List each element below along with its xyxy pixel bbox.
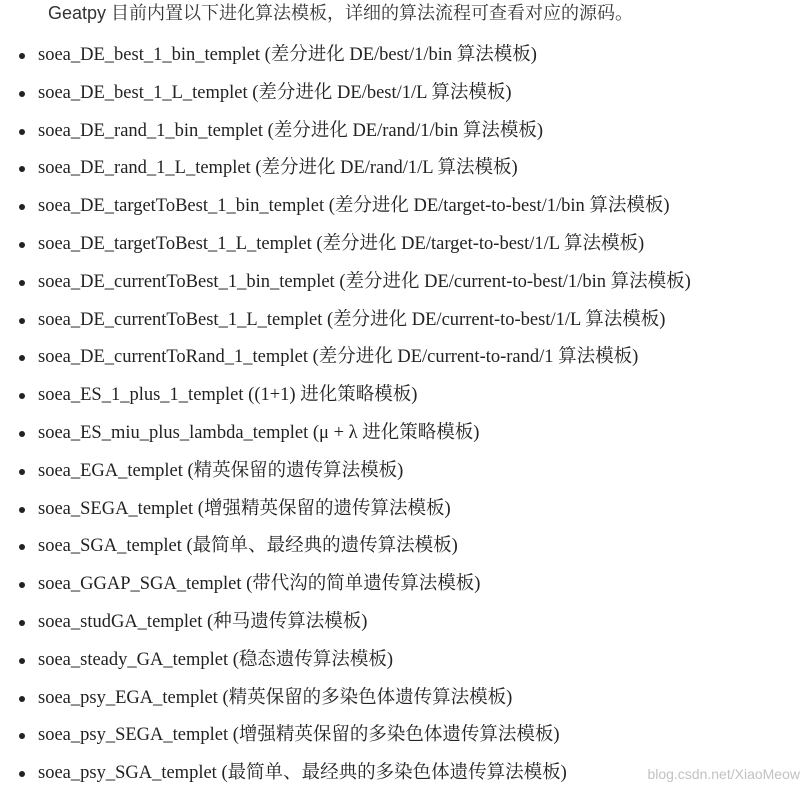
template-description: (差分进化 DE/target-to-best/1/bin 算法模板) — [328, 196, 670, 217]
algorithm-template-list — [0, 37, 691, 793]
list-item — [0, 642, 691, 680]
template-name: soea_psy_SEGA_templet — [38, 725, 229, 746]
list-item — [0, 755, 691, 793]
template-description: (种马遗传算法模板) — [207, 611, 368, 632]
list-item — [0, 113, 691, 151]
template-name: soea_DE_targetToBest_1_bin_templet — [38, 196, 325, 217]
bullet-icon — [19, 771, 25, 777]
template-description: (μ + λ 进化策略模板) — [312, 422, 480, 443]
list-item — [0, 680, 691, 718]
list-item — [0, 302, 691, 340]
template-name: soea_DE_currentToBest_1_bin_templet — [38, 271, 335, 292]
csdn-watermark: blog.csdn.net/XiaoMeow — [647, 766, 800, 782]
template-name: soea_DE_currentToRand_1_templet — [38, 347, 308, 368]
bullet-icon — [19, 53, 25, 59]
bullet-icon — [19, 204, 25, 210]
template-description: (精英保留的遗传算法模板) — [187, 460, 404, 481]
template-description: ((1+1) 进化策略模板) — [248, 385, 418, 406]
bullet-icon — [19, 280, 25, 286]
template-name: soea_DE_best_1_L_templet — [38, 82, 248, 103]
template-name: soea_SEGA_templet — [38, 498, 194, 519]
list-item — [0, 188, 691, 226]
template-description: (差分进化 DE/best/1/L 算法模板) — [252, 82, 512, 103]
template-name: soea_EGA_templet — [38, 460, 183, 481]
template-description: (差分进化 DE/best/1/bin 算法模板) — [264, 45, 537, 65]
list-item — [0, 604, 691, 642]
bullet-icon — [19, 469, 25, 475]
bullet-icon — [19, 696, 25, 702]
bullet-icon — [19, 620, 25, 626]
template-description: (差分进化 DE/current-to-rand/1 算法模板) — [312, 347, 639, 368]
list-item — [0, 150, 691, 188]
bullet-icon — [19, 658, 25, 664]
list-item — [0, 264, 691, 302]
list-item — [0, 75, 691, 113]
list-item — [0, 491, 691, 529]
template-description: (增强精英保留的遗传算法模板) — [197, 498, 451, 519]
intro-text: Geatpy 目前内置以下进化算法模板，详细的算法流程可查看对应的源码。 — [48, 3, 634, 23]
template-name: soea_DE_targetToBest_1_L_templet — [38, 233, 312, 254]
bullet-icon — [19, 544, 25, 550]
template-description: (稳态遗传算法模板) — [232, 649, 394, 670]
template-name: soea_psy_SGA_templet — [38, 763, 217, 784]
template-name: soea_studGA_templet — [38, 611, 203, 632]
template-name: soea_psy_EGA_templet — [38, 687, 218, 708]
list-item — [0, 339, 691, 377]
list-item — [0, 226, 691, 264]
list-item — [0, 377, 691, 415]
list-item — [0, 717, 691, 755]
list-item — [0, 566, 691, 604]
template-description: (精英保留的多染色体遗传算法模板) — [222, 687, 513, 708]
template-description: (增强精英保留的多染色体遗传算法模板) — [232, 725, 560, 746]
bullet-icon — [19, 166, 25, 172]
template-description: (差分进化 DE/current-to-best/1/L 算法模板) — [326, 309, 666, 330]
list-item — [0, 453, 691, 491]
template-description: (差分进化 DE/rand/1/L 算法模板) — [255, 158, 518, 179]
template-description: (差分进化 DE/target-to-best/1/L 算法模板) — [316, 233, 645, 254]
list-item — [0, 528, 691, 566]
template-description: (带代沟的简单遗传算法模板) — [246, 574, 481, 595]
template-name: soea_DE_rand_1_L_templet — [38, 158, 251, 179]
list-item — [0, 415, 691, 453]
bullet-icon — [19, 129, 25, 135]
bullet-icon — [19, 393, 25, 399]
bullet-icon — [19, 507, 25, 513]
bullet-icon — [19, 733, 25, 739]
template-description: (差分进化 DE/rand/1/bin 算法模板) — [267, 120, 544, 141]
template-name: soea_GGAP_SGA_templet — [38, 574, 242, 595]
bullet-icon — [19, 582, 25, 588]
bullet-icon — [19, 318, 25, 324]
template-name: soea_ES_1_plus_1_templet — [38, 385, 244, 406]
template-name: soea_ES_miu_plus_lambda_templet — [38, 422, 309, 443]
template-name: soea_SGA_templet — [38, 536, 182, 557]
bullet-icon — [19, 431, 25, 437]
list-item — [0, 37, 691, 75]
bullet-icon — [19, 355, 25, 361]
template-description: (最简单、最经典的多染色体遗传算法模板) — [221, 763, 567, 784]
bullet-icon — [19, 242, 25, 248]
template-description: (最简单、最经典的遗传算法模板) — [186, 536, 458, 557]
template-name: soea_steady_GA_templet — [38, 649, 229, 670]
template-name: soea_DE_best_1_bin_templet — [38, 45, 260, 65]
template-description: (差分进化 DE/current-to-best/1/bin 算法模板) — [339, 271, 691, 292]
template-name: soea_DE_currentToBest_1_L_templet — [38, 309, 323, 330]
template-name: soea_DE_rand_1_bin_templet — [38, 120, 264, 141]
bullet-icon — [19, 91, 25, 97]
